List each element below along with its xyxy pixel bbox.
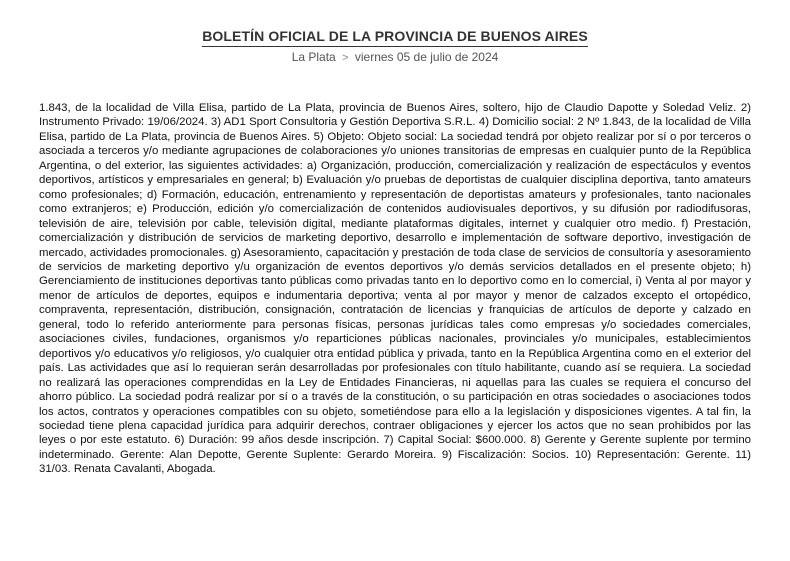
edict-body-text: 1.843, de la localidad de Villa Elisa, partido de La Plata, provincia de Buenos Aires, soltero, hijo de Claudio Dapotte y Soledad Veliz. 2) Instrumento Privado: 19/06/2024. 3) AD1 Sport Consultoria y Gestión Deportiva S.R.L. 4) Domicilio social: 2 Nº 1.843, de la localidad de Villa Elisa, partido de La Plata, provincia de Buenos Aires. 5) Objeto: Objeto social: La sociedad tendrá por objeto realizar por sí o por terceros o asociada a terceros y/o mediante agrupaciones de colaboraciones y/o uniones transitorias de empresas en cualquier punto de la República Argentina, o del exterior, las siguientes actividades: a) Organización, producción, comercialización y realización de espectáculos y eventos deportivos, artísticos y empresariales en general; b) Evaluación y/o pruebas de deportistas de cualquier disciplina deportiva, tanto amateurs como profesionales; d) Formación, educación, entrenamiento y representación de deportistas amateurs y profesionales, tanto nacionales como extranjeros; e) Producción, edición y/o comercialización de contenidos audiovisuales deportivos, y su difusión por radiodifusoras, televisión de aire, televisión por cable, televisión digital, mediante plataformas digitales, internet y cualquier otro medio. f) Prestación, comercialización y distribución de servicios de marketing deportivo, desarrollo e implementación de software deportivo, investigación de mercado, actividades promocionales. g) Asesoramiento, capacitación y prestación de toda clase de servicios de consultoría y asesoramiento de servicios de marketing deportivo y/u organización de eventos deportivos y/o demás servicios detallados en el presente objeto; h) Gerenciamiento de instituciones deportivas tanto públicas como privadas tanto en lo deportivo como en lo comercial, i) Venta al por mayor y menor de artículos de deportes, equipos e indumentaria deportiva; venta al por mayor y menor de calzados excepto el ortopédico, compraventa, representación, distribución, consignación, contratación de licencias y franquicias de artículos de deporte y calzado en general, todo lo referido anteriormente para personas físicas, personas jurídicas tales como empresas y/o sociedades comerciales, asociaciones civiles, fundaciones, organismos y/o reparticiones públicas nacionales, provinciales y/o municipales, establecimientos deportivos y/o educativos y/o religiosos, y/o cualquier otra entidad pública y privada, tanto en la República Argentina como en el exterior del país. Las actividades que así lo requieran serán desarrolladas por profesionales con título habilitante, cuando así se requiera. La sociedad no realizará las operaciones comprendidas en la Ley de Entidades Financieras, ni aquellas para las cuales se requiera el concurso del ahorro público. La sociedad podrá realizar por sí o a través de la constitución, o su participación en otras sociedades o asociaciones todos los actos, contratos y operaciones compatibles con su objeto, sometiéndose para ello a la legislación y disposiciones vigentes. A tal fin, la sociedad tiene plena capacidad jurídica para adquirir derechos, contraer obligaciones y ejercer los actos que no sean prohibidos por las leyes o por este estatuto. 6) Duración: 99 años desde inscripción. 7) Capital Social: $600.000. 8) Gerente y Gerente suplente por termino indeterminado. Gerente: Alan Depotte, Gerente Suplente: Gerardo Moreira. 9) Fiscalización: Socios. 10) Representación: Gerente. 11) 31/03. Renata Cavalanti, Abogada. bbox=[39, 102, 751, 476]
publication-city: La Plata bbox=[291, 50, 336, 64]
breadcrumb-separator: > bbox=[342, 52, 349, 64]
page-header bbox=[0, 28, 790, 64]
publication-title: BOLETÍN OFICIAL DE LA PROVINCIA DE BUENOS AIRES bbox=[202, 28, 588, 47]
publication-location-date bbox=[0, 50, 790, 64]
publication-date: viernes 05 de julio de 2024 bbox=[354, 50, 499, 64]
